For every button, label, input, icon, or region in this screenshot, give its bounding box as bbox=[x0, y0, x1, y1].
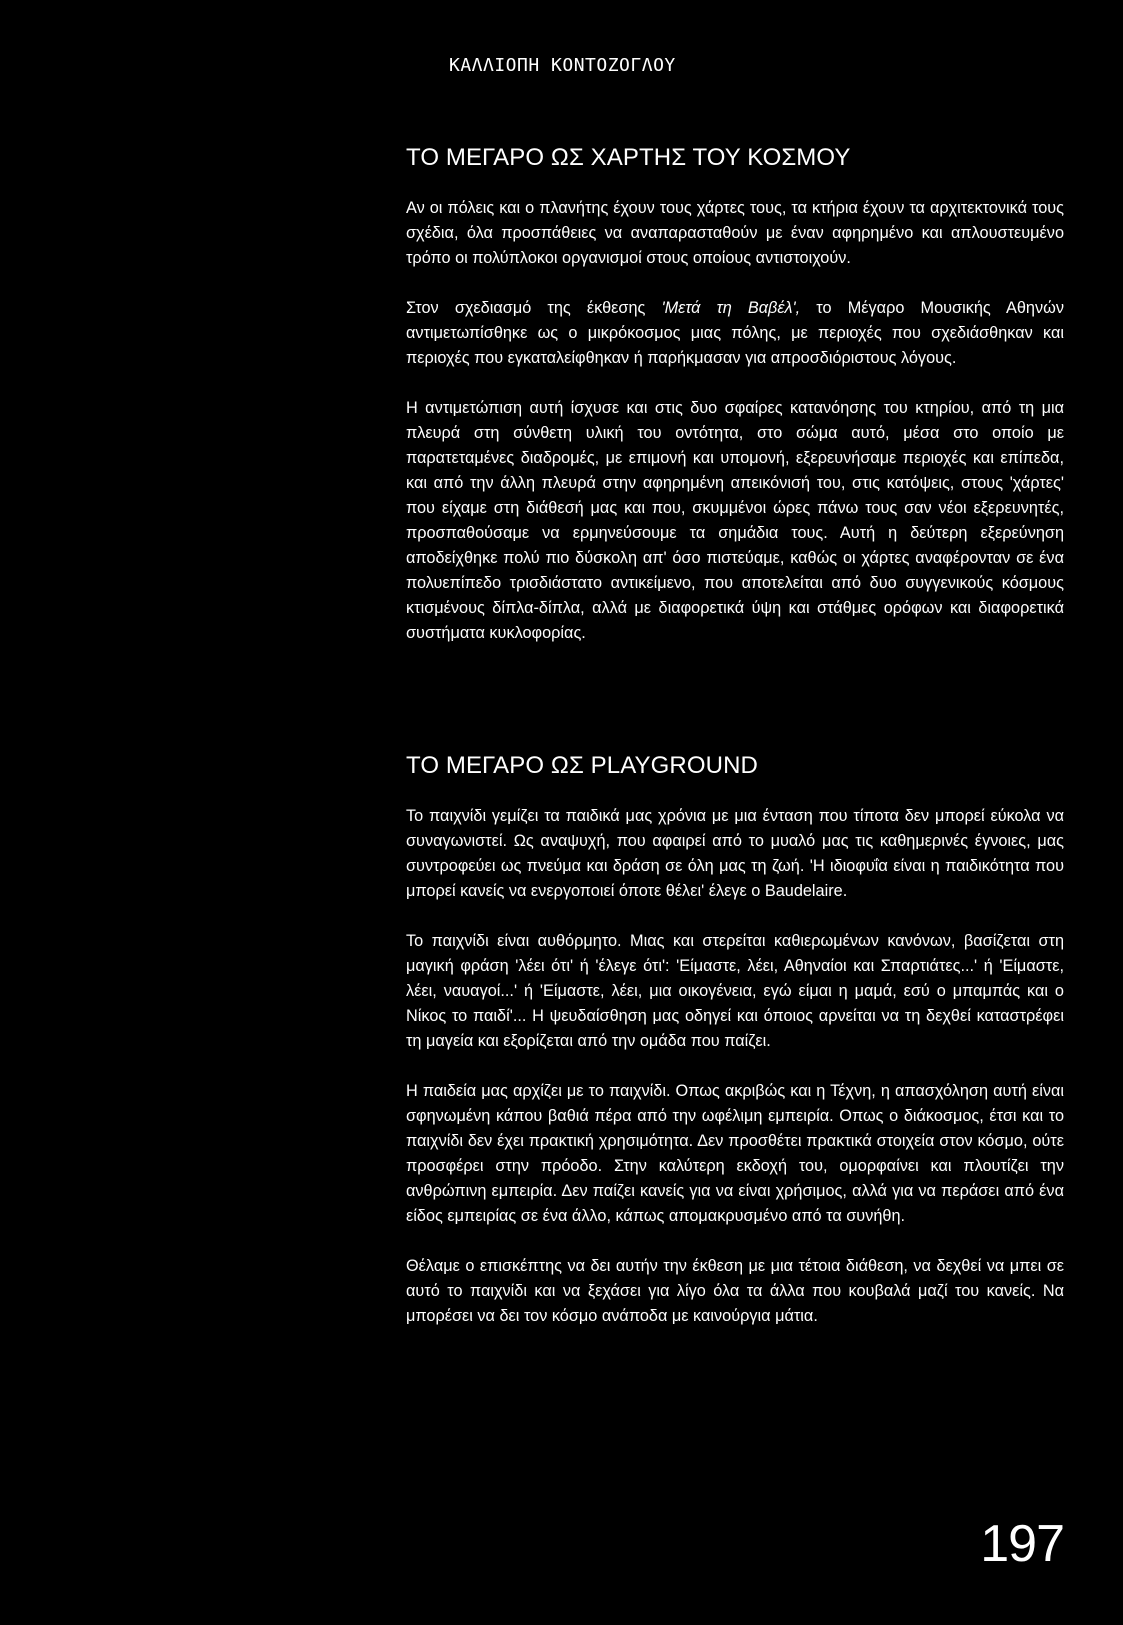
page-number: 197 bbox=[980, 1515, 1064, 1573]
exhibition-title-italic: 'Μετά τη Βαβέλ', bbox=[661, 299, 801, 317]
paragraph: Η αντιμετώπιση αυτή ίσχυσε και στις δυο σφαίρες κατανόησης του κτηρίου, από τη μια πλευρά στη σύνθετη υλική του οντότητα, στο σώμα αυτό, μέσα στο οποίο με παρατεταμένες διαδρομές, με επιμονή και υπομονή, εξερευνήσαμε περιοχές και επίπεδα, και από την άλλη πλευρά στην αφηρημένη απεικόνισή του, στις κατόψεις, στους 'χάρτες' που είχαμε στη διάθεσή μας και που, σκυμμένοι ώρες πάνω τους σαν νέοι εξερευνητές, προσπαθούσαμε να ερμηνεύσουμε τα σημάδια τους. Αυτή η δεύτερη εξερεύνηση αποδείχθηκε πολύ πιο δύσκολη απ' όσο πιστεύαμε, καθώς οι χάρτες αναφέρονταν σε ένα πολυεπίπεδο τρισδιάστατο αντικείμενο, που αποτελείται από δυο συγγενικούς κόσμους κτισμένους δίπλα-δίπλα, αλλά με διαφορετικά ύψη και στάθμες ορόφων και διαφορετικά συστήματα κυκλοφορίας. bbox=[406, 399, 1064, 642]
paragraph: Το παιχνίδι γεμίζει τα παιδικά μας χρόνια με μια ένταση που τίποτα δεν μπορεί εύκολα να συναγωνιστεί. Ως αναψυχή, που αφαιρεί από το μυαλό μας τις καθημερινές έγνοιες, μας συντροφεύει ως πνεύμα και δράση σε όλη μας τη ζωή. 'Η ιδιοφυΐα είναι η παιδικότητα που μπορεί κανείς να ενεργοποιεί όποτε θέλει' έλεγε ο Baudelaire. bbox=[406, 807, 1064, 900]
paragraph: Το παιχνίδι είναι αυθόρμητο. Μιας και στερείται καθιερωμένων κανόνων, βασίζεται στη μαγική φράση 'λέει ότι' ή 'έλεγε ότι': 'Είμαστε, λέει, Αθηναίοι και Σπαρτιάτες...' ή 'Είμαστε, λέει, ναυαγοί...' ή 'Είμαστε, λέει, μια οικογένεια, εγώ είμαι η μαμά, εσύ ο μπαμπάς και ο Νίκος το παιδί'... Η ψευδαίσθηση μας οδηγεί και όποιος αρνείται να τη δεχθεί καταστρέφει τη μαγεία και εξορίζεται από την ομάδα που παίζει. bbox=[406, 932, 1064, 1050]
section-title: ΤΟ ΜΕΓΑΡΟ ΩΣ ΧΑΡΤΗΣ ΤΟΥ ΚΟΣΜΟΥ bbox=[406, 144, 851, 171]
running-header-author: ΚΑΛΛΙΟΠΗ ΚΟΝΤΟΖΟΓΛΟΥ bbox=[449, 55, 676, 76]
paragraph: Η παιδεία μας αρχίζει με το παιχνίδι. Οπως ακριβώς και η Τέχνη, η απασχόληση αυτή είναι σφηνωμένη κάπου βαθιά πέρα από την ωφέλιμη εμπειρία. Οπως ο διάκοσμος, έτσι και το παιχνίδι δεν έχει πρακτική χρησιμότητα. Δεν προσθέτει πρακτικά στοιχεία στον κόσμο, ούτε προσφέρει στην πρόοδο. Στην καλύτερη εκδοχή του, ομορφαίνει και πλουτίζει την ανθρώπινη εμπειρία. Δεν παίζει κανείς για να είναι χρήσιμος, αλλά για να περάσει από ένα είδος εμπειρίας σε ένα άλλο, κάπως απομακρυσμένο από τα συνήθη. bbox=[406, 1082, 1064, 1225]
paragraph-text: Στον σχεδιασμό της έκθεσης bbox=[406, 299, 662, 317]
paragraph: Θέλαμε ο επισκέπτης να δει αυτήν την έκθεση με μια τέτοια διάθεση, να δεχθεί να μπει σε αυτό το παιχνίδι και να ξεχάσει για λίγο όλα τα άλλα που κουβαλά μαζί του κανείς. Να μπορέσει να δει τον κόσμο ανάποδα με καινούργια μάτια. bbox=[406, 1257, 1064, 1325]
paragraph bbox=[406, 296, 1064, 371]
section-title: ΤΟ ΜΕΓΑΡΟ ΩΣ PLAYGROUND bbox=[406, 752, 758, 779]
section-map-of-world bbox=[406, 144, 1064, 671]
section-playground bbox=[406, 752, 1064, 1354]
paragraph-text: το Μέγαρο Μουσικής Αθηνών αντιμετωπίσθηκε ως ο μικρόκοσμος μιας πόλης, με περιοχές που σχεδιάσθηκαν και περιοχές που εγκαταλείφθηκαν ή παρήκμασαν για απροσδιόριστους λόγους. bbox=[406, 299, 1064, 367]
paragraph: Αν οι πόλεις και ο πλανήτης έχουν τους χάρτες τους, τα κτήρια έχουν τα αρχιτεκτονικά τους σχέδια, όλα προσπάθειες να αναπαρασταθούν με έναν αφηρημένο και απλουστευμένο τρόπο οι πολύπλοκοι οργανισμοί στους οποίους αντιστοιχούν. bbox=[406, 199, 1064, 267]
